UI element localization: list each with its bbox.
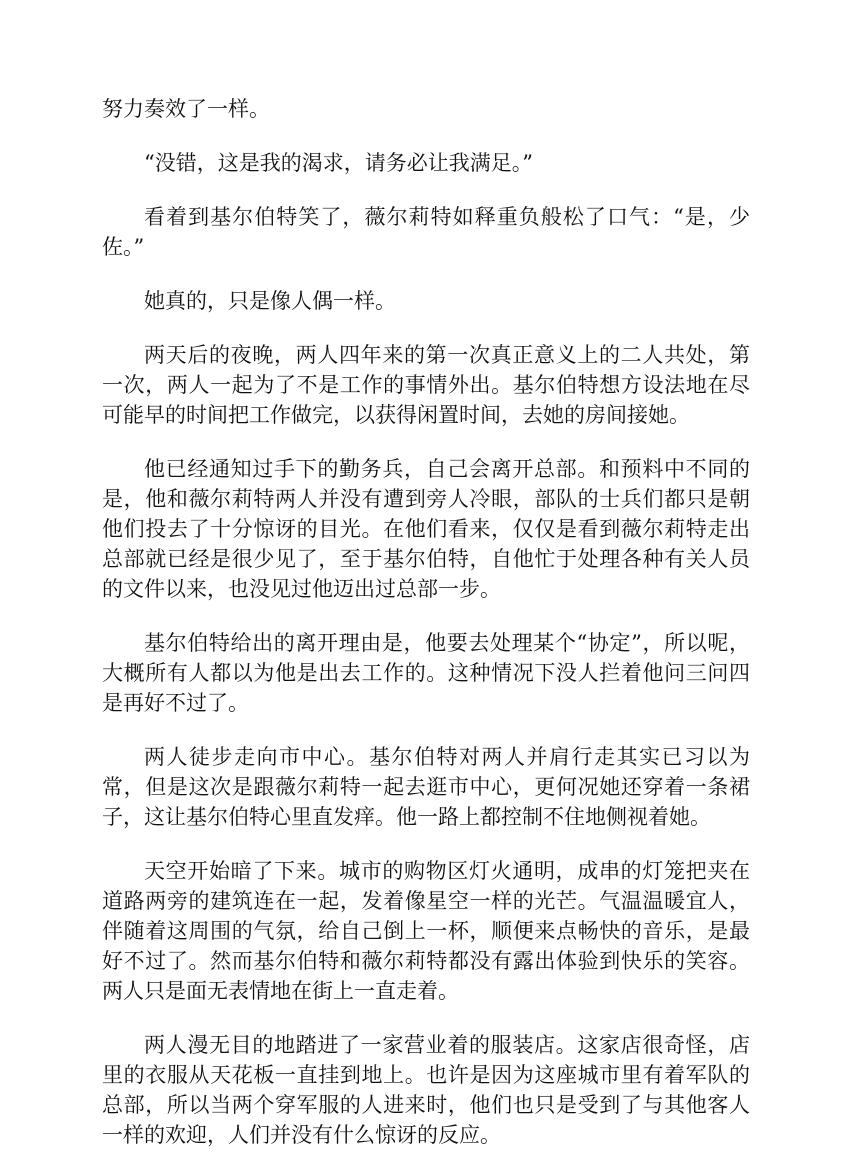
- document-body: [102, 94, 750, 1174]
- paragraph: 天空开始暗了下来。城市的购物区灯火通明，成串的灯笼把夹在道路两旁的建筑连在一起，发着像星空一样的光芒。气温温暖宜人，伴随着这周围的气氛，给自己倒上一杯，顺便来点畅快的音乐，是最好不过了。然而基尔伯特和薇尔莉特都没有露出体验到快乐的笑容。两人只是面无表情地在街上一直走着。: [102, 859, 750, 1003]
- paragraph: 两人徒步走向市中心。基尔伯特对两人并肩行走其实已习以为常，但是这次是跟薇尔莉特一起去逛市中心，更何况她还穿着一条裙子，这让基尔伯特心里直发痒。他一路上都控制不住地侧视着她。: [102, 745, 750, 829]
- paragraph-continuation: 努力奏效了一样。: [102, 97, 270, 121]
- paragraph: 两天后的夜晚，两人四年来的第一次真正意义上的二人共处，第一次，两人一起为了不是工作的事情外出。基尔伯特想方设法地在尽可能早的时间把工作做完，以获得闲置时间，去她的房间接她。: [102, 343, 750, 427]
- paragraph: 两人漫无目的地踏进了一家营业着的服装店。这家店很奇怪，店里的衣服从天花板一直挂到地上。也许是因为这座城市里有着军队的总部，所以当两个穿军服的人进来时，他们也只是受到了与其他客人一样的欢迎，人们并没有什么惊讶的反应。: [102, 1033, 750, 1147]
- paragraph: 他已经通知过手下的勤务兵，自己会离开总部。和预料中不同的是，他和薇尔莉特两人并没有遭到旁人冷眼，部队的士兵们都只是朝他们投去了十分惊讶的目光。在他们看来，仅仅是看到薇尔莉特走出总部就已经是很少见了，至于基尔伯特，自他忙于处理各种有关人员的文件以来，也没见过他迈出过总部一步。: [102, 457, 750, 601]
- paragraph: 基尔伯特给出的离开理由是，他要去处理某个“协定”，所以呢，大概所有人都以为他是出去工作的。这种情况下没人拦着他问三问四是再好不过了。: [102, 631, 750, 715]
- paragraph: 她真的，只是像人偶一样。: [144, 289, 396, 313]
- paragraph: 看着到基尔伯特笑了，薇尔莉特如释重负般松了口气：“是，少佐。”: [102, 205, 750, 259]
- paragraph: “没错，这是我的渴求，请务必让我满足。”: [144, 151, 533, 175]
